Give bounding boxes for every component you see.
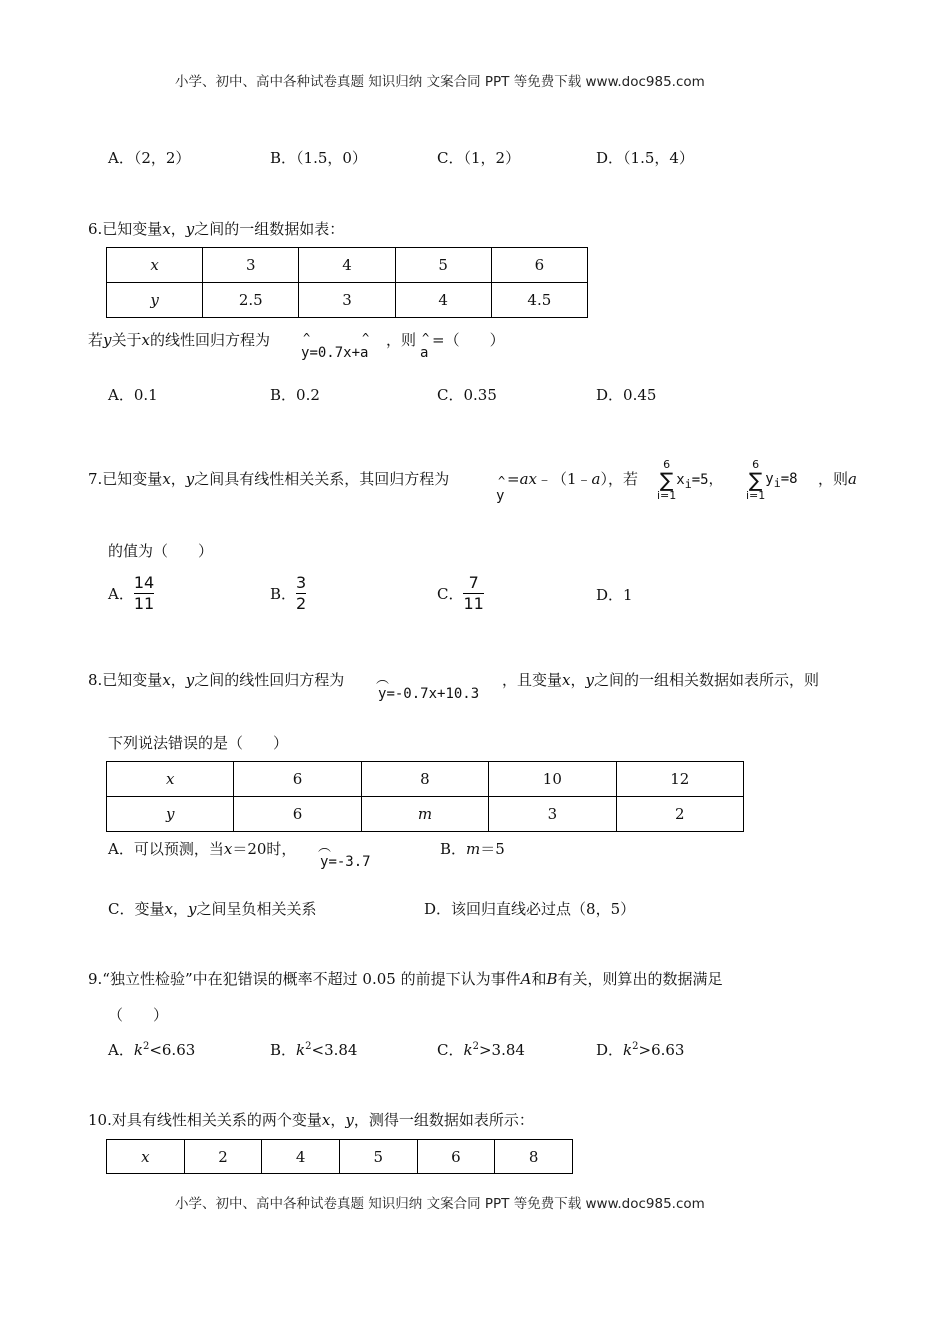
q9-option-a[interactable]: A．$k^2<6.63$ <box>108 1041 196 1059</box>
q6-question-tail: ，则 <box>386 331 417 349</box>
q6-option-a[interactable]: A．0.1 <box>108 386 158 404</box>
q8-question-line: 下列说法错误的是（ ） <box>108 734 289 752</box>
table-cell: 3 <box>299 283 395 318</box>
q8-option-d[interactable]: D．该回归直线必过点（8，5） <box>424 900 636 918</box>
page-header: 小学、初中、高中各种试卷真题 知识归纳 文案合同 PPT 等免费下载 www.doc985.com <box>175 74 705 90</box>
table-cell: 8 <box>495 1140 573 1174</box>
table-cell: 6 <box>234 762 361 797</box>
q9-option-c[interactable]: C．$k^2>3.84$ <box>437 1041 525 1059</box>
table-cell: 5 <box>339 1140 417 1174</box>
q5-option-d[interactable]: D．（1.5，4） <box>596 149 694 167</box>
table-header-cell: x <box>107 1140 185 1174</box>
table-header-cell: y <box>107 797 234 832</box>
q8-option-a[interactable]: A．可以预测，当x＝20时， <box>108 840 297 858</box>
q9-stem: 9.“独立性检验”中在犯错误的概率不超过 0.05 的前提下认为事件A和B有关，则算出的数据满足 <box>88 970 723 988</box>
q9-question-line: （ ） <box>108 1006 169 1024</box>
q8-option-b[interactable]: B．m＝5 <box>440 840 505 858</box>
q8-data-table <box>106 761 744 832</box>
q6-regression-formula: ^ y=0.7x+^ a <box>301 345 368 361</box>
table-cell: 5 <box>395 248 491 283</box>
table-cell: 4.5 <box>491 283 587 318</box>
q10-data-table <box>106 1139 573 1174</box>
q10-stem: 10.对具有线性相关关系的两个变量x，y，测得一组数据如表所示： <box>88 1111 534 1129</box>
q7-y-hat: ^ y <box>496 488 504 504</box>
table-cell: 8 <box>361 762 488 797</box>
table-cell: 4 <box>395 283 491 318</box>
q9-option-d[interactable]: D．$k^2>6.63$ <box>596 1041 685 1059</box>
q7-question-line: 的值为（ ） <box>108 542 214 560</box>
q7-option-b[interactable]: B． $\frac{3}{2}$ <box>270 573 307 613</box>
table-cell: 3 <box>203 248 299 283</box>
q7-equation: =ax﹣（1﹣a），若 <box>507 470 638 488</box>
q7-stem-tail: ，则a <box>818 470 857 488</box>
q7-stem: 7.已知变量x，y之间具有线性相关关系，其回归方程为 <box>88 470 450 488</box>
table-cell: 2 <box>184 1140 262 1174</box>
table-header-cell: x <box>107 762 234 797</box>
table-cell: 4 <box>299 248 395 283</box>
page-footer: 小学、初中、高中各种试卷真题 知识归纳 文案合同 PPT 等免费下载 www.doc985.com <box>175 1196 705 1212</box>
table-cell: 4 <box>262 1140 340 1174</box>
q6-data-table <box>106 247 588 318</box>
q8-stem-tail: ，且变量x，y之间的一组相关数据如表所示，则 <box>502 671 819 689</box>
q8-regression-formula: ︵ y=-0.7x+10.3 <box>378 686 479 702</box>
table-cell: m <box>361 797 488 832</box>
table-cell: 2.5 <box>203 283 299 318</box>
q7-option-a[interactable]: A． $\frac{14}{11}$ <box>108 573 155 613</box>
q8-option-c[interactable]: C．变量x，y之间呈负相关关系 <box>108 900 317 918</box>
q8-option-a-formula: ︵ y=-3.7 <box>320 854 371 870</box>
q7-option-c[interactable]: C． $\frac{7}{11}$ <box>437 573 484 613</box>
q6-question-line: 若y关于x的线性回归方程为 <box>88 331 270 349</box>
table-cell: 6 <box>491 248 587 283</box>
q6-option-c[interactable]: C．0.35 <box>437 386 497 404</box>
table-header-cell: y <box>107 283 203 318</box>
table-cell: 2 <box>616 797 743 832</box>
q6-a-hat: ^ a <box>420 345 428 361</box>
q5-option-a[interactable]: A．（2，2） <box>108 149 191 167</box>
table-cell: 6 <box>234 797 361 832</box>
table-cell: 3 <box>489 797 616 832</box>
q6-option-d[interactable]: D．0.45 <box>596 386 657 404</box>
table-cell: 10 <box>489 762 616 797</box>
q5-option-b[interactable]: B．（1.5，0） <box>270 149 367 167</box>
q7-option-d[interactable]: D．1 <box>596 586 633 604</box>
q7-sum-x: 6 ∑ i=1 $x_i=5$， <box>657 458 723 502</box>
q9-option-b[interactable]: B．$k^2<3.84$ <box>270 1041 358 1059</box>
table-header-cell: x <box>107 248 203 283</box>
q6-stem: 6.已知变量x，y之间的一组数据如表： <box>88 220 345 238</box>
q5-option-c[interactable]: C．（1，2） <box>437 149 521 167</box>
table-cell: 12 <box>616 762 743 797</box>
q6-option-b[interactable]: B．0.2 <box>270 386 320 404</box>
q6-question-end: =（ ） <box>432 331 505 349</box>
table-cell: 6 <box>417 1140 495 1174</box>
q7-sum-y: 6 ∑ i=1 $y_i=8$ <box>746 458 798 502</box>
q8-stem: 8.已知变量x，y之间的线性回归方程为 <box>88 671 345 689</box>
